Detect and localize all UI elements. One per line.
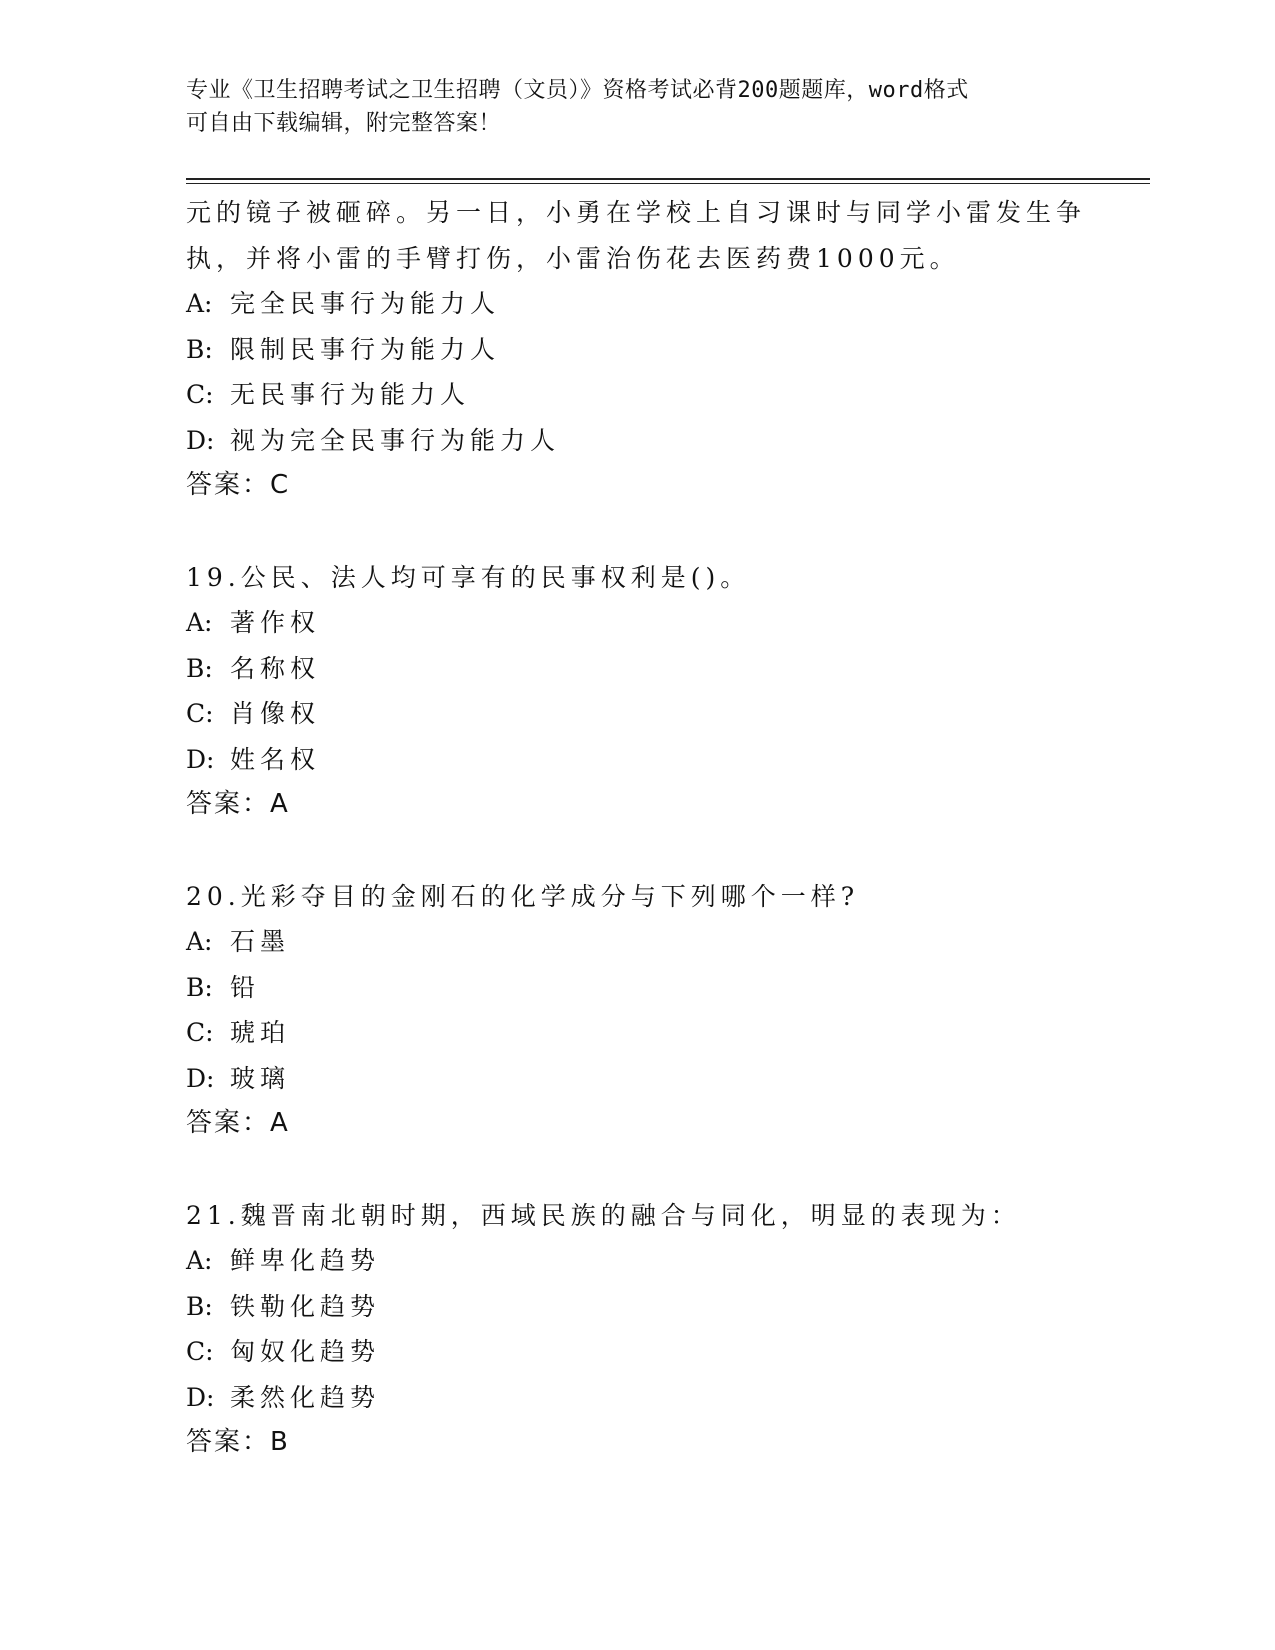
option-key: C: bbox=[186, 1018, 214, 1047]
header-rule-thick bbox=[186, 178, 1150, 180]
question-list bbox=[186, 190, 1146, 1466]
header-rule-thin bbox=[186, 183, 1150, 184]
option-c bbox=[186, 691, 1146, 737]
spacer bbox=[186, 828, 1146, 874]
option-key: C: bbox=[186, 1337, 214, 1366]
option-key: B: bbox=[186, 972, 213, 1002]
question-stem: 20.光彩夺目的金刚石的化学成分与下列哪个一样? bbox=[186, 881, 860, 911]
option-text: 铅 bbox=[230, 972, 261, 1002]
question-stem-continued-line-1: 元的镜子被砸碎。另一日，小勇在学校上自习课时与同学小雷发生争 bbox=[186, 198, 1087, 227]
document-header bbox=[186, 74, 1086, 140]
answer-line: 答案：A bbox=[186, 789, 290, 819]
option-key: D: bbox=[186, 744, 215, 774]
option-text: 铁勒化趋势 bbox=[230, 1291, 381, 1321]
option-key: D: bbox=[186, 425, 215, 455]
option-key: D: bbox=[186, 1382, 215, 1412]
option-key: B: bbox=[186, 653, 213, 683]
option-a bbox=[186, 919, 1146, 965]
question-block-21 bbox=[186, 1193, 1146, 1466]
question-stem-continued-line-2: 执，并将小雷的手臂打伤，小雷治伤花去医药费1000元。 bbox=[186, 243, 960, 273]
option-text: 限制民事行为能力人 bbox=[230, 334, 501, 364]
question-block-19 bbox=[186, 555, 1146, 828]
option-c bbox=[186, 372, 1146, 418]
option-text: 柔然化趋势 bbox=[230, 1382, 381, 1412]
option-b bbox=[186, 646, 1146, 692]
option-c bbox=[186, 1010, 1146, 1056]
option-text: 石墨 bbox=[230, 927, 291, 956]
option-key: A: bbox=[186, 927, 213, 956]
header-title-line-2: 可自由下载编辑，附完整答案！ bbox=[186, 111, 502, 136]
option-b bbox=[186, 327, 1146, 373]
option-key: C: bbox=[186, 380, 214, 409]
option-d bbox=[186, 1375, 1146, 1421]
option-key: A: bbox=[186, 289, 213, 318]
option-text: 完全民事行为能力人 bbox=[230, 289, 501, 318]
option-b bbox=[186, 1284, 1146, 1330]
spacer bbox=[186, 1147, 1146, 1193]
question-stem: 21.魏晋南北朝时期，西域民族的融合与同化，明显的表现为： bbox=[186, 1200, 1021, 1230]
option-d bbox=[186, 737, 1146, 783]
spacer bbox=[186, 509, 1146, 555]
option-text: 著作权 bbox=[230, 608, 321, 637]
option-text: 肖像权 bbox=[230, 699, 321, 728]
option-d bbox=[186, 1056, 1146, 1102]
option-b bbox=[186, 965, 1146, 1011]
option-text: 姓名权 bbox=[230, 744, 321, 774]
option-c bbox=[186, 1329, 1146, 1375]
option-text: 名称权 bbox=[230, 653, 321, 683]
option-key: D: bbox=[186, 1063, 215, 1093]
answer-line: 答案：C bbox=[186, 470, 291, 500]
option-text: 视为完全民事行为能力人 bbox=[230, 425, 561, 455]
question-block-continued bbox=[186, 190, 1146, 509]
option-text: 玻璃 bbox=[230, 1063, 291, 1093]
option-key: B: bbox=[186, 1291, 213, 1321]
answer-line: 答案：A bbox=[186, 1108, 290, 1138]
question-stem: 19.公民、法人均可享有的民事权利是()。 bbox=[186, 562, 751, 592]
question-block-20 bbox=[186, 874, 1146, 1147]
answer-line: 答案：B bbox=[186, 1427, 290, 1457]
option-a bbox=[186, 600, 1146, 646]
option-text: 鲜卑化趋势 bbox=[230, 1246, 381, 1275]
option-a bbox=[186, 281, 1146, 327]
option-key: A: bbox=[186, 1246, 213, 1275]
header-title-line-1: 专业《卫生招聘考试之卫生招聘（文员）》资格考试必背200题题库，word格式 bbox=[186, 78, 969, 103]
option-a bbox=[186, 1238, 1146, 1284]
option-text: 琥珀 bbox=[230, 1018, 291, 1047]
option-key: A: bbox=[186, 608, 213, 637]
option-key: B: bbox=[186, 334, 213, 364]
option-d bbox=[186, 418, 1146, 464]
option-key: C: bbox=[186, 699, 214, 728]
option-text: 无民事行为能力人 bbox=[230, 380, 471, 409]
option-text: 匈奴化趋势 bbox=[230, 1337, 381, 1366]
